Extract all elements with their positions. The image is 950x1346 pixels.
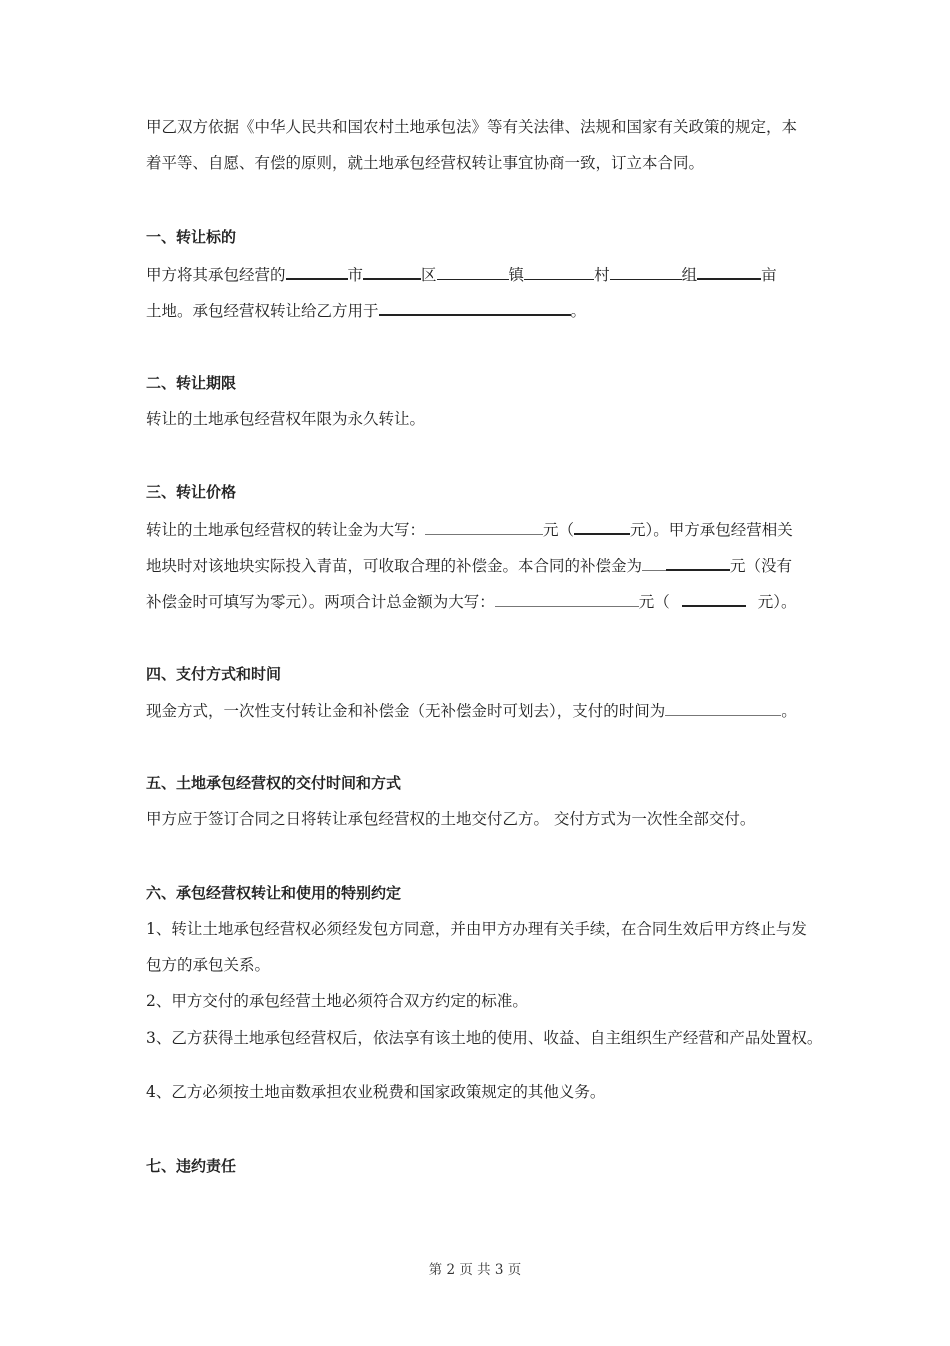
section-6-item-1-line-2: 包方的承包关系。 [146, 956, 271, 974]
section-6-item-3: 3、乙方获得土地承包经营权后，依法享有该土地的使用、收益、自主组织生产经营和产品处置权。 [146, 1029, 823, 1047]
s3-l2-text-b: 元（没有 [730, 557, 793, 575]
section-4-text [146, 700, 797, 721]
section-5-text: 甲方应于签订合同之日将转让承包经营权的土地交付乙方。 交付方式为一次性全部交付。 [146, 810, 756, 828]
s1-district-label: 区 [421, 266, 437, 284]
s1-city-label: 市 [347, 266, 364, 284]
total-number-blank[interactable] [682, 590, 746, 607]
s3-l1-text-a: 转让的土地承包经营权的转让金为大写： [146, 521, 426, 539]
compensation-blank-lead[interactable] [642, 555, 666, 571]
s3-l1-text-b: 元）。甲方承包经营相关 [630, 521, 793, 539]
usage-blank[interactable] [379, 299, 571, 316]
city-blank[interactable] [286, 263, 348, 280]
section-6-item-1-line-1: 1、转让土地承包经营权必须经发包方同意，并由甲方办理有关手续，在合同生效后甲方终止与发 [146, 920, 807, 938]
section-6-item-2: 2、甲方交付的承包经营土地必须符合双方约定的标准。 [146, 992, 528, 1010]
s3-l3-text-a: 补偿金时可填写为零元）。两项合计总金额为大写： [146, 593, 495, 611]
s1-village-label: 村 [594, 266, 610, 284]
s1-town-label: 镇 [508, 266, 525, 284]
payment-time-blank[interactable] [665, 700, 781, 716]
section-1-title: 一、转让标的 [146, 228, 237, 246]
section-3-line-2 [146, 554, 792, 576]
section-1-line-1 [146, 263, 777, 285]
intro-line-2: 着平等、自愿、有偿的原则，就土地承包经营权转让事宜协商一致，订立本合同。 [146, 154, 705, 172]
section-4-title: 四、支付方式和时间 [146, 665, 282, 683]
s3-l3-yuan: 元（ [638, 593, 670, 611]
village-blank[interactable] [524, 264, 594, 280]
section-2-text: 转让的土地承包经营权年限为永久转让。 [146, 410, 426, 428]
section-6-title: 六、承包经营权转让和使用的特别约定 [146, 884, 402, 902]
group-blank[interactable] [610, 264, 682, 280]
section-3-title: 三、转让价格 [146, 483, 237, 501]
s3-l2-text-a: 地块时对该地块实际投入青苗，可收取合理的补偿金。本合同的补偿金为 [146, 557, 643, 575]
section-1-line-2 [146, 299, 586, 321]
section-6-item-4: 4、乙方必须按土地亩数承担农业税费和国家政策规定的其他义务。 [146, 1083, 606, 1101]
transfer-fee-number-blank[interactable] [574, 518, 630, 535]
intro-line-1: 甲乙双方依据《中华人民共和国农村土地承包法》等有关法律、法规和国家有关政策的规定，本 [146, 118, 798, 136]
s3-l1-yuan: 元（ [543, 521, 575, 539]
compensation-blank[interactable] [666, 554, 730, 571]
section-7-title: 七、违约责任 [146, 1157, 237, 1175]
town-blank[interactable] [437, 264, 509, 280]
s4-text: 现金方式，一次性支付转让金和补偿金（无补偿金时可划去），支付的时间为 [146, 702, 666, 720]
total-words-blank[interactable] [495, 591, 639, 607]
page-footer: 第 2 页 共 3 页 [428, 1262, 522, 1278]
s1-group-label: 组 [681, 266, 698, 284]
s1-text-b: 土地。承包经营权转让给乙方用于 [146, 302, 379, 320]
s1-mu-label: 亩 [761, 266, 777, 284]
s4-end: 。 [781, 702, 797, 720]
section-3-line-3 [146, 590, 797, 612]
section-2-title: 二、转让期限 [146, 374, 237, 392]
district-blank[interactable] [363, 263, 421, 280]
transfer-fee-words-blank[interactable] [425, 519, 543, 535]
s1-end: 。 [570, 302, 587, 320]
s3-l3-text-b: 元）。 [757, 593, 797, 611]
section-5-title: 五、土地承包经营权的交付时间和方式 [146, 774, 402, 792]
section-3-line-1 [146, 518, 793, 540]
s1-text-a: 甲方将其承包经营的 [146, 266, 286, 284]
mu-blank[interactable] [697, 263, 761, 280]
